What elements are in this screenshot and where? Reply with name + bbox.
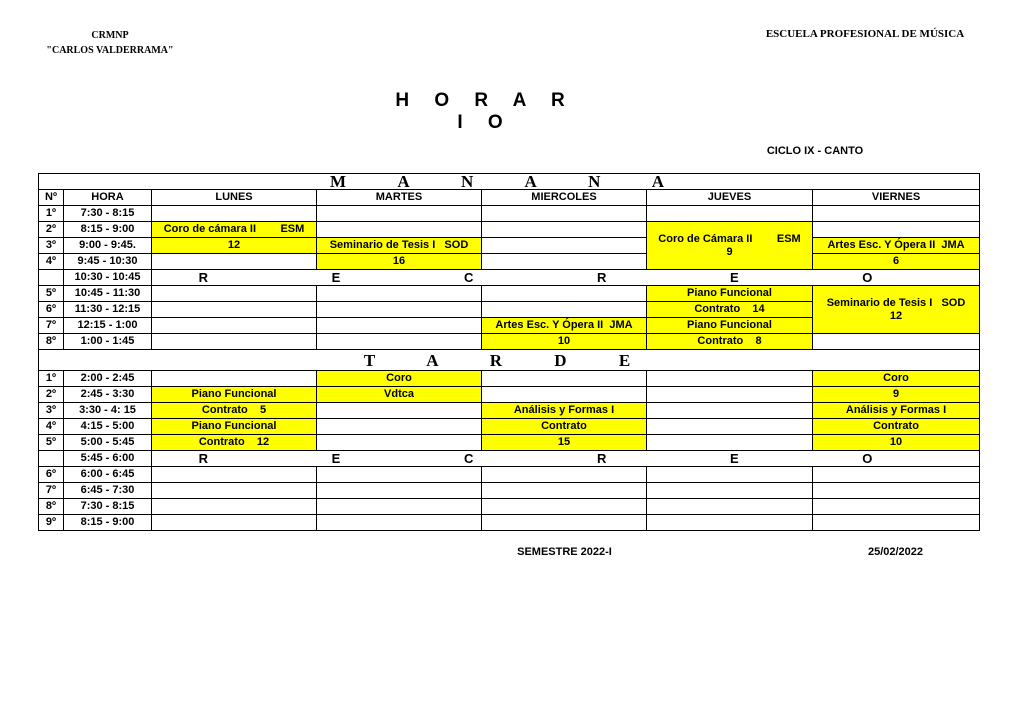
table-row — [39, 467, 980, 483]
table-row — [39, 435, 980, 451]
table-row — [39, 238, 980, 254]
table-row — [39, 499, 980, 515]
course-detail: Contrato — [873, 420, 919, 432]
empty-cell — [482, 238, 647, 254]
empty-cell — [647, 499, 813, 515]
section-header-tarde — [39, 350, 980, 371]
course-cell — [152, 419, 317, 435]
recess-row — [39, 270, 980, 286]
table-row — [39, 222, 980, 238]
empty-cell — [647, 483, 813, 499]
course-name: Artes Esc. Y Ópera II JMA — [827, 239, 965, 251]
empty-cell — [152, 254, 317, 270]
period-time: 5:00 - 5:45 — [64, 435, 152, 451]
table-row — [39, 387, 980, 403]
empty-cell — [813, 222, 980, 238]
course-cell — [317, 387, 482, 403]
empty-cell — [152, 302, 317, 318]
course-detail: 6 — [892, 255, 900, 267]
empty-cell — [647, 371, 813, 387]
empty-cell — [482, 515, 647, 531]
institution-block — [40, 28, 180, 58]
course-detail: 12 — [889, 309, 903, 322]
course-cell — [813, 238, 980, 254]
recess-label: R E C R E O — [152, 451, 980, 467]
period-number: 2º — [39, 222, 64, 238]
empty-cell — [482, 387, 647, 403]
course-cell — [152, 387, 317, 403]
course-cell — [647, 334, 813, 350]
course-cell — [813, 435, 980, 451]
table-row — [39, 483, 980, 499]
period-time: 2:45 - 3:30 — [64, 387, 152, 403]
period-time: 8:15 - 9:00 — [64, 515, 152, 531]
course-detail: 10 — [557, 335, 571, 347]
course-name: Artes Esc. Y Ópera II JMA — [495, 319, 633, 331]
column-header: MIERCOLES — [482, 190, 647, 206]
course-cell — [482, 435, 647, 451]
course-name: Piano Funcional — [191, 420, 277, 432]
course-detail: 15 — [557, 436, 571, 448]
course-detail: 16 — [392, 255, 406, 267]
empty-cell — [813, 499, 980, 515]
period-number: 7º — [39, 483, 64, 499]
period-time: 7:30 - 8:15 — [64, 206, 152, 222]
course-cell — [813, 254, 980, 270]
empty-cell — [482, 286, 647, 302]
period-time: 10:45 - 11:30 — [64, 286, 152, 302]
institution-short-name: CRMNP — [91, 30, 129, 41]
period-number: 5º — [39, 286, 64, 302]
table-row — [39, 254, 980, 270]
course-cell — [647, 222, 813, 270]
column-header-row — [39, 190, 980, 206]
period-time: 1:00 - 1:45 — [64, 334, 152, 350]
semester-label: SEMESTRE 2022-I — [517, 546, 612, 558]
empty-cell — [647, 387, 813, 403]
table-row — [39, 206, 980, 222]
section-title-manana: M A N A N A — [39, 174, 980, 190]
course-cell — [482, 419, 647, 435]
empty-cell — [647, 467, 813, 483]
empty-cell — [647, 206, 813, 222]
empty-cell — [152, 499, 317, 515]
column-header: Nº — [39, 190, 64, 206]
empty-cell — [813, 483, 980, 499]
empty-cell — [317, 286, 482, 302]
course-detail: 10 — [889, 436, 903, 448]
empty-cell — [317, 302, 482, 318]
empty-cell — [317, 318, 482, 334]
ciclo-label: CICLO IX - CANTO — [766, 145, 864, 157]
empty-cell — [152, 206, 317, 222]
empty-cell — [482, 483, 647, 499]
period-time: 5:45 - 6:00 — [64, 451, 152, 467]
empty-cell — [317, 435, 482, 451]
empty-cell — [152, 515, 317, 531]
page-title: H O R A R I O — [395, 90, 575, 133]
period-number: 3º — [39, 238, 64, 254]
period-time: 8:15 - 9:00 — [64, 222, 152, 238]
period-number: 1º — [39, 206, 64, 222]
table-row — [39, 403, 980, 419]
period-number: 1º — [39, 371, 64, 387]
course-detail: Contrato 14 — [694, 303, 765, 315]
period-number — [39, 451, 64, 467]
empty-cell — [317, 467, 482, 483]
section-header-manana — [39, 174, 980, 190]
table-row — [39, 334, 980, 350]
empty-cell — [152, 318, 317, 334]
course-name: Seminario de Tesis I SOD — [329, 239, 469, 251]
table-row — [39, 419, 980, 435]
empty-cell — [152, 467, 317, 483]
school-name: ESCUELA PROFESIONAL DE MÚSICA — [765, 28, 965, 40]
period-number: 5º — [39, 435, 64, 451]
course-cell — [482, 334, 647, 350]
course-cell — [152, 222, 317, 238]
column-header: JUEVES — [647, 190, 813, 206]
table-row — [39, 371, 980, 387]
period-number — [39, 270, 64, 286]
empty-cell — [813, 515, 980, 531]
column-header: VIERNES — [813, 190, 980, 206]
recess-row — [39, 451, 980, 467]
institution-full-name: "CARLOS VALDERRAMA" — [46, 45, 174, 56]
empty-cell — [813, 334, 980, 350]
period-time: 4:15 - 5:00 — [64, 419, 152, 435]
empty-cell — [647, 515, 813, 531]
empty-cell — [317, 334, 482, 350]
course-cell — [813, 387, 980, 403]
course-detail: Contrato — [541, 420, 587, 432]
empty-cell — [813, 467, 980, 483]
date-label: 25/02/2022 — [867, 546, 924, 558]
schedule-table — [38, 173, 980, 531]
section-title-tarde: T A R D E — [39, 350, 980, 371]
course-cell — [152, 403, 317, 419]
empty-cell — [482, 499, 647, 515]
course-cell — [813, 403, 980, 419]
period-number: 4º — [39, 419, 64, 435]
empty-cell — [152, 483, 317, 499]
empty-cell — [317, 515, 482, 531]
course-detail: Vdtca — [384, 388, 414, 400]
period-number: 8º — [39, 334, 64, 350]
course-cell — [647, 286, 813, 302]
column-header: MARTES — [317, 190, 482, 206]
course-detail: Contrato 8 — [697, 335, 762, 347]
period-number: 6º — [39, 302, 64, 318]
empty-cell — [152, 371, 317, 387]
course-cell — [152, 435, 317, 451]
course-name: Piano Funcional — [687, 319, 772, 331]
period-time: 3:30 - 4: 15 — [64, 403, 152, 419]
empty-cell — [152, 334, 317, 350]
table-row — [39, 515, 980, 531]
empty-cell — [317, 419, 482, 435]
course-name: Análisis y Formas I — [845, 404, 947, 416]
empty-cell — [317, 483, 482, 499]
course-name: Análisis y Formas I — [513, 404, 615, 416]
course-cell — [152, 238, 317, 254]
course-cell — [317, 371, 482, 387]
course-cell — [813, 419, 980, 435]
column-header: LUNES — [152, 190, 317, 206]
course-name: Coro — [883, 372, 909, 384]
period-time: 10:30 - 10:45 — [64, 270, 152, 286]
period-time: 6:00 - 6:45 — [64, 467, 152, 483]
period-number: 8º — [39, 499, 64, 515]
empty-cell — [482, 467, 647, 483]
empty-cell — [317, 222, 482, 238]
empty-cell — [152, 286, 317, 302]
course-cell — [813, 371, 980, 387]
empty-cell — [482, 254, 647, 270]
course-detail: Contrato 5 — [201, 404, 267, 416]
empty-cell — [482, 222, 647, 238]
period-number: 3º — [39, 403, 64, 419]
empty-cell — [647, 419, 813, 435]
empty-cell — [647, 403, 813, 419]
empty-cell — [813, 206, 980, 222]
course-cell — [647, 302, 813, 318]
period-number: 4º — [39, 254, 64, 270]
course-cell — [813, 286, 980, 334]
course-cell — [482, 318, 647, 334]
course-name: Seminario de Tesis I SOD — [826, 296, 966, 309]
course-detail: Contrato 12 — [198, 436, 270, 448]
period-time: 12:15 - 1:00 — [64, 318, 152, 334]
table-row — [39, 286, 980, 302]
course-name: Coro de Cámara II ESM — [658, 232, 801, 245]
empty-cell — [482, 206, 647, 222]
empty-cell — [317, 499, 482, 515]
course-detail: 12 — [227, 239, 241, 251]
period-time: 9:45 - 10:30 — [64, 254, 152, 270]
column-header: HORA — [64, 190, 152, 206]
empty-cell — [317, 403, 482, 419]
recess-label: R E C R E O — [152, 270, 980, 286]
course-cell — [482, 403, 647, 419]
period-number: 9º — [39, 515, 64, 531]
course-name: Coro de cámara II ESM — [163, 223, 305, 235]
period-time: 6:45 - 7:30 — [64, 483, 152, 499]
period-number: 2º — [39, 387, 64, 403]
period-time: 2:00 - 2:45 — [64, 371, 152, 387]
empty-cell — [482, 302, 647, 318]
course-cell — [317, 254, 482, 270]
course-name: Piano Funcional — [687, 287, 772, 299]
period-time: 9:00 - 9:45. — [64, 238, 152, 254]
course-detail: 9 — [892, 388, 900, 400]
course-cell — [647, 318, 813, 334]
empty-cell — [482, 371, 647, 387]
period-time: 7:30 - 8:15 — [64, 499, 152, 515]
course-cell — [317, 238, 482, 254]
empty-cell — [647, 435, 813, 451]
period-time: 11:30 - 12:15 — [64, 302, 152, 318]
course-name: Piano Funcional — [191, 388, 277, 400]
period-number: 7º — [39, 318, 64, 334]
course-name: Coro — [386, 372, 412, 384]
period-number: 6º — [39, 467, 64, 483]
course-detail: 9 — [726, 245, 733, 258]
empty-cell — [317, 206, 482, 222]
